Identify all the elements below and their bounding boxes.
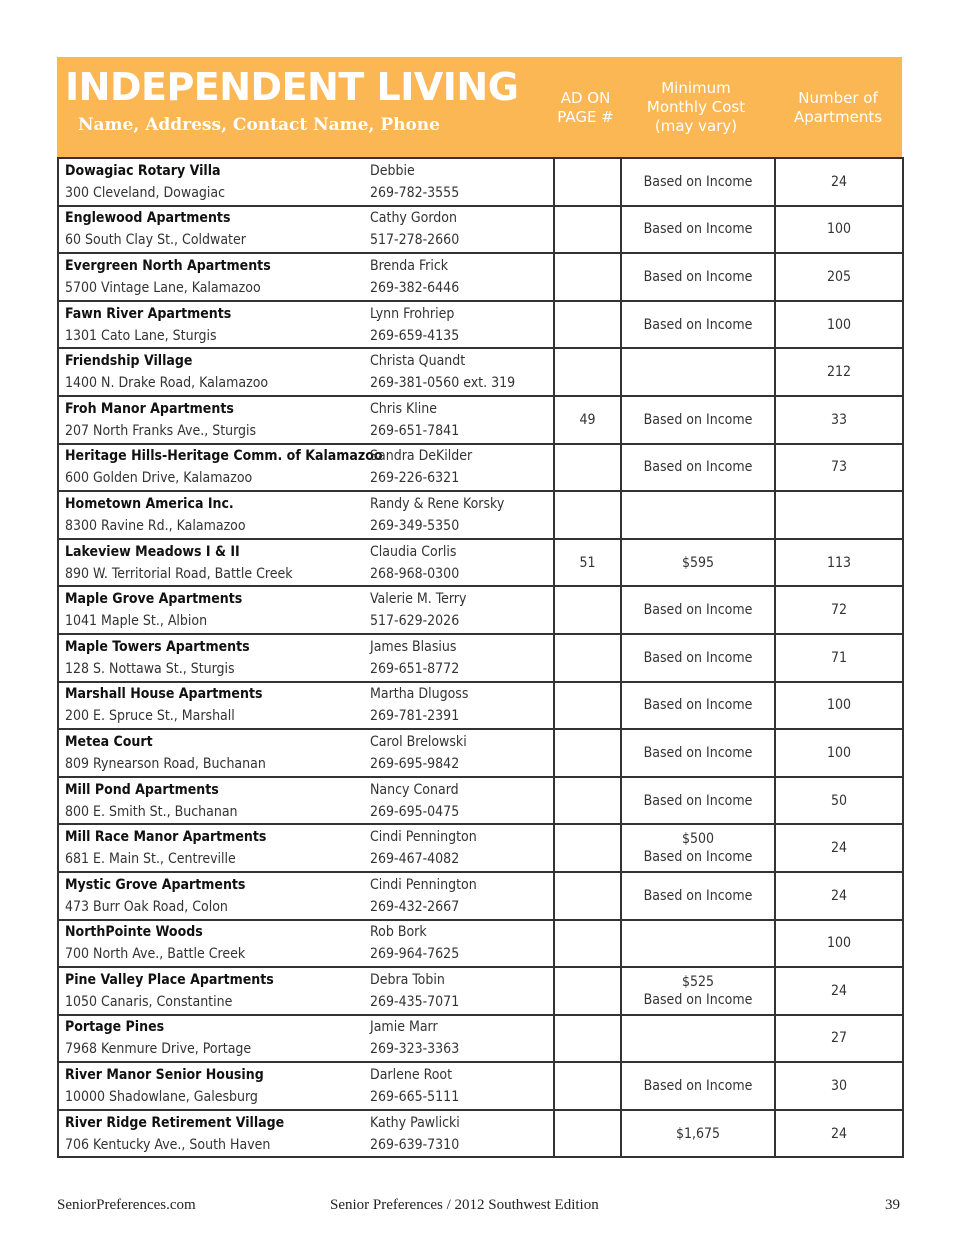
listing-info-cell — [58, 253, 554, 301]
facility-address: 1301 Cato Lane, Sturgis — [65, 327, 217, 344]
facility-address: 1041 Maple St., Albion — [65, 613, 208, 630]
monthly-cost-cell — [621, 872, 775, 920]
facility-address: 890 W. Territorial Road, Battle Creek — [65, 565, 293, 582]
apartments-count-cell: 50 — [775, 777, 903, 825]
ad-page-cell — [554, 824, 621, 872]
monthly-cost-line1: Based on Income — [643, 316, 753, 333]
monthly-cost-cell — [621, 824, 775, 872]
ad-page-cell — [554, 872, 621, 920]
table-row — [58, 158, 903, 206]
contact-name: Martha Dlugoss — [370, 686, 469, 703]
listing-info-cell — [58, 682, 554, 730]
facility-address: 5700 Vintage Lane, Kalamazoo — [65, 279, 261, 296]
page-title: INDEPENDENT LIVING — [65, 65, 519, 109]
monthly-cost-line1: $500 — [681, 831, 715, 848]
table-row — [58, 1062, 903, 1110]
contact-phone: 269-467-4082 — [370, 851, 460, 868]
column-header-monthly-cost — [620, 57, 772, 158]
table-row — [58, 206, 903, 254]
monthly-cost-line1: Based on Income — [643, 792, 753, 809]
monthly-cost-line1: Based on Income — [643, 268, 753, 285]
facility-address: 700 North Ave., Battle Creek — [65, 946, 246, 963]
column-header-ad-page — [553, 57, 618, 158]
contact-name: Debra Tobin — [370, 971, 445, 988]
monthly-cost-line2: Based on Income — [643, 991, 753, 1008]
monthly-cost-cell — [621, 967, 775, 1015]
monthly-cost-line1: $595 — [681, 554, 715, 571]
listing-info-cell — [58, 729, 554, 777]
ad-page-cell — [554, 634, 621, 682]
column-header-cost-line2: Monthly Cost — [646, 98, 746, 116]
ad-page-cell — [554, 348, 621, 396]
listing-info-cell — [58, 539, 554, 587]
monthly-cost-cell — [621, 586, 775, 634]
facility-name: Englewood Apartments — [65, 210, 231, 227]
listing-info-cell — [58, 444, 554, 492]
facility-address: 10000 Shadowlane, Galesburg — [65, 1089, 258, 1106]
table-row — [58, 1110, 903, 1158]
contact-phone: 269-381-0560 ext. 319 — [370, 375, 516, 392]
table-row — [58, 586, 903, 634]
contact-phone: 269-781-2391 — [370, 708, 460, 725]
contact-name: Cathy Gordon — [370, 210, 457, 227]
facility-name: Mill Race Manor Apartments — [65, 829, 267, 846]
contact-phone: 268-968-0300 — [370, 565, 460, 582]
monthly-cost-cell — [621, 444, 775, 492]
contact-name: Sandra DeKilder — [370, 448, 473, 465]
monthly-cost-cell — [621, 158, 775, 206]
ad-page-cell — [554, 1015, 621, 1063]
contact-name: Carol Brelowski — [370, 733, 467, 750]
listing-info-cell — [58, 872, 554, 920]
listing-info-cell — [58, 301, 554, 349]
contact-phone: 269-665-5111 — [370, 1089, 460, 1106]
apartments-count-cell: 73 — [775, 444, 903, 492]
facility-name: Mill Pond Apartments — [65, 781, 219, 798]
facility-address: 300 Cleveland, Dowagiac — [65, 184, 226, 201]
apartments-count-cell: 100 — [775, 920, 903, 968]
facility-address: 200 E. Spruce St., Marshall — [65, 708, 235, 725]
ad-page-cell — [554, 682, 621, 730]
table-row — [58, 396, 903, 444]
facility-name: Marshall House Apartments — [65, 686, 263, 703]
apartments-count-cell: 100 — [775, 729, 903, 777]
monthly-cost-line2: Based on Income — [643, 849, 753, 866]
column-label-listing: Name, Address, Contact Name, Phone — [78, 115, 440, 135]
contact-name: Darlene Root — [370, 1067, 453, 1084]
table-row — [58, 1015, 903, 1063]
table-row — [58, 301, 903, 349]
table-row — [58, 634, 903, 682]
listing-info-cell — [58, 206, 554, 254]
facility-address: 473 Burr Oak Road, Colon — [65, 898, 228, 915]
monthly-cost-cell — [621, 682, 775, 730]
table-row — [58, 729, 903, 777]
contact-phone: 269-695-0475 — [370, 803, 460, 820]
apartments-count-cell: 212 — [775, 348, 903, 396]
facility-name: Heritage Hills-Heritage Comm. of Kalamazoo — [65, 448, 383, 465]
facility-name: Evergreen North Apartments — [65, 257, 271, 274]
monthly-cost-line1: Based on Income — [643, 744, 753, 761]
listing-info-cell — [58, 491, 554, 539]
contact-name: Rob Bork — [370, 924, 427, 941]
contact-name: Randy & Rene Korsky — [370, 495, 505, 512]
ad-page-cell — [554, 1110, 621, 1158]
facility-address: 600 Golden Drive, Kalamazoo — [65, 470, 253, 487]
contact-name: Debbie — [370, 162, 415, 179]
contact-name: Jamie Marr — [370, 1019, 438, 1036]
facility-name: NorthPointe Woods — [65, 924, 203, 941]
table-row — [58, 444, 903, 492]
listing-info-cell — [58, 396, 554, 444]
apartments-count-cell: 72 — [775, 586, 903, 634]
ad-page-cell — [554, 301, 621, 349]
ad-page-cell: 49 — [554, 396, 621, 444]
monthly-cost-cell — [621, 348, 775, 396]
monthly-cost-line1: Based on Income — [643, 887, 753, 904]
column-header-ad-line2: PAGE # — [557, 107, 614, 126]
facility-name: River Manor Senior Housing — [65, 1067, 264, 1084]
listing-info-cell — [58, 158, 554, 206]
contact-name: Christa Quandt — [370, 353, 466, 370]
listing-info-cell — [58, 967, 554, 1015]
table-row — [58, 920, 903, 968]
table-row — [58, 539, 903, 587]
contact-phone: 269-435-7071 — [370, 993, 460, 1010]
listing-info-cell — [58, 634, 554, 682]
column-header-cost-line1: Minimum — [661, 79, 731, 97]
monthly-cost-line1: Based on Income — [643, 649, 753, 666]
column-header-apartments — [774, 57, 902, 158]
monthly-cost-cell — [621, 634, 775, 682]
monthly-cost-cell — [621, 491, 775, 539]
contact-phone: 269-659-4135 — [370, 327, 460, 344]
apartments-count-cell: 24 — [775, 158, 903, 206]
facility-address: 60 South Clay St., Coldwater — [65, 232, 246, 249]
column-header-num-line2: Apartments — [793, 107, 883, 126]
monthly-cost-line1: Based on Income — [643, 602, 753, 619]
contact-name: Kathy Pawlicki — [370, 1114, 460, 1131]
facility-name: Fawn River Apartments — [65, 305, 232, 322]
contact-phone: 517-629-2026 — [370, 613, 460, 630]
apartments-count-cell: 33 — [775, 396, 903, 444]
listing-info-cell — [58, 1062, 554, 1110]
ad-page-cell — [554, 729, 621, 777]
facility-address: 1400 N. Drake Road, Kalamazoo — [65, 375, 269, 392]
facility-name: Metea Court — [65, 733, 153, 750]
contact-phone: 269-651-7841 — [370, 422, 460, 439]
facility-name: Lakeview Meadows I & II — [65, 543, 240, 560]
ad-page-cell — [554, 253, 621, 301]
contact-phone: 269-382-6446 — [370, 279, 460, 296]
table-row — [58, 491, 903, 539]
table-row — [58, 777, 903, 825]
facility-address: 800 E. Smith St., Buchanan — [65, 803, 238, 820]
facility-name: Dowagiac Rotary Villa — [65, 162, 221, 179]
contact-phone: 269-695-9842 — [370, 755, 460, 772]
facility-address: 7968 Kenmure Drive, Portage — [65, 1041, 252, 1058]
column-header-ad-line1: AD ON — [560, 88, 611, 107]
monthly-cost-cell — [621, 206, 775, 254]
facility-address: 1050 Canaris, Constantine — [65, 993, 233, 1010]
facility-name: River Ridge Retirement Village — [65, 1114, 285, 1131]
listing-info-cell — [58, 348, 554, 396]
contact-phone: 269-651-8772 — [370, 660, 460, 677]
monthly-cost-cell — [621, 920, 775, 968]
contact-name: Cindi Pennington — [370, 876, 477, 893]
listing-info-cell — [58, 1110, 554, 1158]
apartments-count-cell: 27 — [775, 1015, 903, 1063]
monthly-cost-cell — [621, 539, 775, 587]
table-header — [57, 57, 902, 158]
contact-phone: 269-639-7310 — [370, 1136, 460, 1153]
contact-name: Brenda Frick — [370, 257, 449, 274]
monthly-cost-line1: Based on Income — [643, 459, 753, 476]
apartments-count-cell — [775, 491, 903, 539]
apartments-count-cell: 100 — [775, 206, 903, 254]
monthly-cost-cell — [621, 253, 775, 301]
monthly-cost-cell — [621, 396, 775, 444]
facility-name: Maple Grove Apartments — [65, 591, 243, 608]
facility-name: Pine Valley Place Apartments — [65, 971, 274, 988]
facility-address: 8300 Ravine Rd., Kalamazoo — [65, 517, 246, 534]
apartments-count-cell: 100 — [775, 682, 903, 730]
contact-name: Cindi Pennington — [370, 829, 477, 846]
contact-phone: 269-226-6321 — [370, 470, 460, 487]
table-row — [58, 872, 903, 920]
facility-name: Mystic Grove Apartments — [65, 876, 246, 893]
column-header-cost-line3: (may vary) — [654, 117, 738, 135]
listing-table — [57, 157, 904, 1158]
contact-name: Chris Kline — [370, 400, 438, 417]
monthly-cost-cell — [621, 729, 775, 777]
listing-info-cell — [58, 824, 554, 872]
apartments-count-cell: 205 — [775, 253, 903, 301]
monthly-cost-cell — [621, 1110, 775, 1158]
apartments-count-cell: 30 — [775, 1062, 903, 1110]
contact-phone: 269-782-3555 — [370, 184, 460, 201]
ad-page-cell — [554, 967, 621, 1015]
monthly-cost-cell — [621, 301, 775, 349]
facility-address: 809 Rynearson Road, Buchanan — [65, 755, 266, 772]
monthly-cost-cell — [621, 1062, 775, 1110]
facility-address: 706 Kentucky Ave., South Haven — [65, 1136, 271, 1153]
footer-site: SeniorPreferences.com — [57, 1197, 196, 1213]
apartments-count-cell: 24 — [775, 1110, 903, 1158]
ad-page-cell — [554, 158, 621, 206]
contact-phone: 269-964-7625 — [370, 946, 460, 963]
listing-info-cell — [58, 1015, 554, 1063]
contact-name: Valerie M. Terry — [370, 591, 467, 608]
ad-page-cell — [554, 777, 621, 825]
facility-name: Hometown America Inc. — [65, 495, 234, 512]
monthly-cost-line1: $1,675 — [675, 1125, 721, 1142]
table-row — [58, 967, 903, 1015]
monthly-cost-line1: Based on Income — [643, 697, 753, 714]
ad-page-cell — [554, 206, 621, 254]
listing-info-cell — [58, 586, 554, 634]
facility-name: Froh Manor Apartments — [65, 400, 234, 417]
monthly-cost-line1: Based on Income — [643, 411, 753, 428]
apartments-count-cell: 71 — [775, 634, 903, 682]
monthly-cost-cell — [621, 1015, 775, 1063]
page-number: 39 — [885, 1197, 900, 1213]
contact-phone: 269-349-5350 — [370, 517, 460, 534]
apartments-count-cell: 24 — [775, 824, 903, 872]
table-row — [58, 682, 903, 730]
facility-address: 207 North Franks Ave., Sturgis — [65, 422, 257, 439]
monthly-cost-line1: Based on Income — [643, 173, 753, 190]
facility-address: 681 E. Main St., Centreville — [65, 851, 236, 868]
listing-info-cell — [58, 920, 554, 968]
footer-edition: Senior Preferences / 2012 Southwest Edition — [330, 1197, 599, 1213]
facility-name: Friendship Village — [65, 353, 193, 370]
ad-page-cell — [554, 1062, 621, 1110]
facility-address: 128 S. Nottawa St., Sturgis — [65, 660, 235, 677]
apartments-count-cell: 24 — [775, 872, 903, 920]
ad-page-cell — [554, 586, 621, 634]
ad-page-cell — [554, 444, 621, 492]
contact-name: James Blasius — [370, 638, 457, 655]
apartments-count-cell: 24 — [775, 967, 903, 1015]
monthly-cost-line1: Based on Income — [643, 221, 753, 238]
monthly-cost-cell — [621, 777, 775, 825]
facility-name: Maple Towers Apartments — [65, 638, 250, 655]
monthly-cost-line1: Based on Income — [643, 1078, 753, 1095]
contact-name: Claudia Corlis — [370, 543, 457, 560]
contact-name: Lynn Frohriep — [370, 305, 455, 322]
listing-info-cell — [58, 777, 554, 825]
contact-phone: 269-323-3363 — [370, 1041, 460, 1058]
ad-page-cell — [554, 491, 621, 539]
monthly-cost-line1: $525 — [681, 973, 715, 990]
ad-page-cell: 51 — [554, 539, 621, 587]
facility-name: Portage Pines — [65, 1019, 165, 1036]
apartments-count-cell: 100 — [775, 301, 903, 349]
apartments-count-cell: 113 — [775, 539, 903, 587]
table-row — [58, 824, 903, 872]
table-row — [58, 253, 903, 301]
ad-page-cell — [554, 920, 621, 968]
table-row — [58, 348, 903, 396]
contact-phone: 517-278-2660 — [370, 232, 460, 249]
column-header-num-line1: Number of — [798, 88, 878, 107]
contact-phone: 269-432-2667 — [370, 898, 460, 915]
contact-name: Nancy Conard — [370, 781, 459, 798]
